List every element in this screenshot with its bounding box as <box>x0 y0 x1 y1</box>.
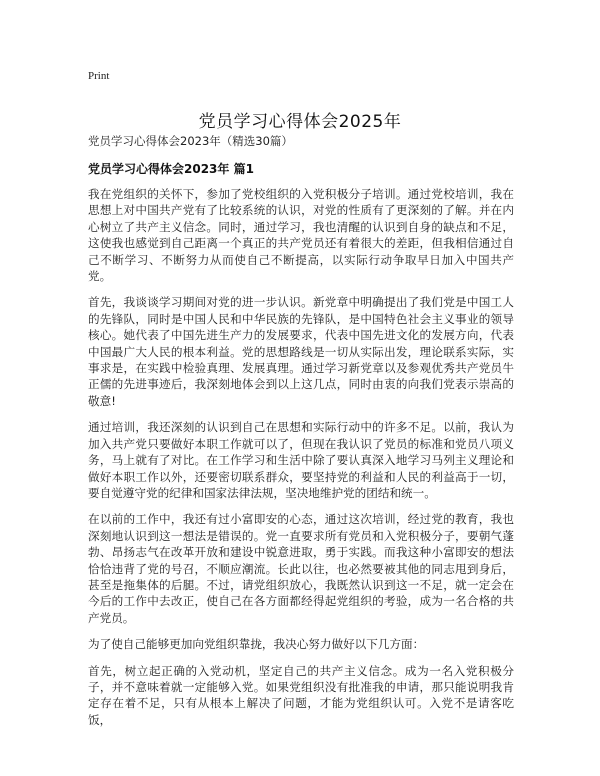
article-body <box>88 186 514 738</box>
paragraph-4: 在以前的工作中，我还有过小富即安的心态，通过这次培训，经过党的教育，我也深刻地认识到这一想法是错误的。党一直要求所有党员和入党积极分子，要朝气蓬勃、昂扬志气在改革开放和建设中锐意进取，勇于实践。而我这种小富即安的想法恰恰违背了党的号召，不顺应潮流。长此以往，也必然要被其他的同志甩到身后，甚至是拖集体的后腿。不过，请党组织放心，我既然认识到这一不足，就一定会在今后的工作中去改正，使自己在各方面都经得起党组织的考验，成为一名合格的共产党员。 <box>88 512 514 625</box>
paragraph-3: 通过培训，我还深刻的认识到自己在思想和实际行动中的许多不足。以前，我认为加入共产党只要做好本职工作就可以了，但现在我认识了党员的标准和党员八项义务，马上就有了对比。在工作学习和生活中除了要认真深入地学习马列主义理论和做好本职工作以外，还要密切联系群众，要坚持党的利益和人民的利益高于一切，要自觉遵守党的纪律和国家法律法规，坚决地维护党的团结和统一。 <box>88 420 514 500</box>
paragraph-5: 为了使自己能够更加向党组织靠拢，我决心努力做好以下几方面： <box>88 637 425 652</box>
paragraph-1: 我在党组织的关怀下，参加了党校组织的入党积极分子培训。通过党校培训，我在思想上对中国共产党有了比较系统的认识，对党的性质有了更深刻的了解。并在内心树立了共产主义信念。同时，通过学习，我也清醒的认识到自身的缺点和不足，这使我也感觉到自己距离一个真正的共产党员还有着很大的差距，但我相信通过自己不断学习、不断努力从而使自己不断提高，以实际行动争取早日加入中国共产党。 <box>88 187 514 284</box>
document-title: 党员学习心得体会2025年 <box>198 112 402 133</box>
print-label: Print <box>88 70 110 82</box>
section-heading: 党员学习心得体会2023年 篇1 <box>88 162 254 176</box>
paragraph-2: 首先，我谈谈学习期间对党的进一步认识。新党章中明确提出了我们党是中国工人的先锋队，同时是中国人民和中华民族的先锋队，是中国特色社会主义事业的领导核心。她代表了中国先进生产力的发展要求，代表中国先进文化的发展方向，代表中国最广大人民的根本利益。党的思想路线是一切从实际出发，理论联系实际，实事求是，在实践中检验真理、发展真理。通过学习新党章以及参观优秀共产党员牛正儒的先进事迹后，我深刻地体会到以上这几点，同时由衷的向我们党表示崇高的敬意! <box>88 295 514 408</box>
document-subtitle: 党员学习心得体会2023年（精选30篇） <box>88 134 293 148</box>
paragraph-6: 首先，树立起正确的入党动机，坚定自己的共产主义信念。成为一名入党积极分子，并不意味着就一定能够入党。如果党组织没有批准我的申请，那只能说明我肯定存在着不足，只有从根本上解决了问题，才能为党组织认可。入党不是请客吃饭， <box>88 663 514 727</box>
